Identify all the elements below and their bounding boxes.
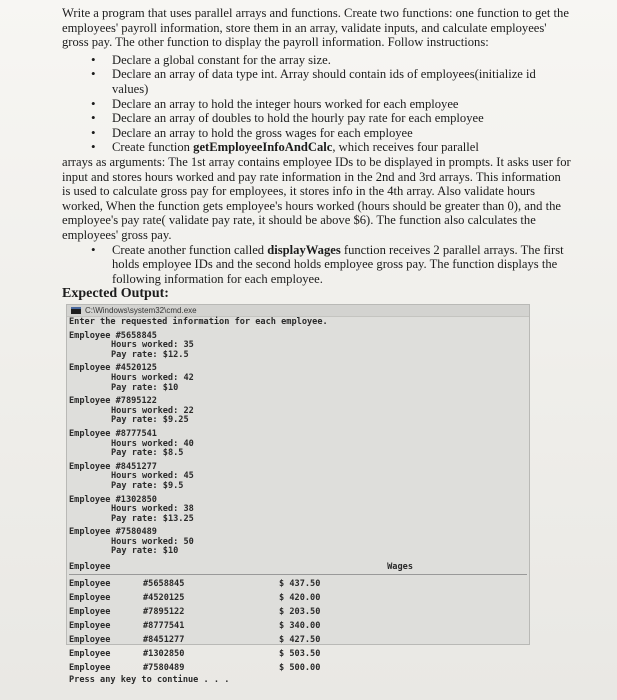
entry-hours-label: Hours worked: <box>111 405 179 416</box>
entry-rate-line <box>69 384 527 394</box>
entry-rate-label: Pay rate: <box>111 349 158 360</box>
entry-hours-label: Hours worked: <box>111 504 179 515</box>
entry-rate-label: Pay rate: <box>111 480 158 491</box>
row-wage-value: $ 503.50 <box>279 649 321 660</box>
bullet-display-suffix: function receives 2 parallel arrays. The first holds employee IDs and the second holds employee gross pay. The function displays the following information for each employee. <box>112 242 564 286</box>
wages-table-row <box>69 662 527 676</box>
entry-rate-line <box>69 515 527 525</box>
row-employee-id: #5658845 <box>143 579 185 590</box>
entry-employee-id: #4520125 <box>115 363 157 374</box>
entry-employee-id: #5658845 <box>115 330 157 341</box>
entry-rate-value: $9.5 <box>162 480 184 491</box>
calc-paragraph: arrays as arguments: The 1st array contains employee IDs to be displayed in prompts. It asks user for input and stores hours worked and pay rate information in the 2nd and 3rd arrays. This information is used to calculate gross pay for employees, it stores info in the 4th array. Also validate hours worked, When the function gets employee's hours worked (hours should be greater than 0), and the employee's pay rate( validate pay rate, it should be above $6). The function also calculates the employees' gross pay. <box>62 154 571 242</box>
entry-hours-value: 45 <box>183 471 194 482</box>
console-continue-line: Press any key to continue . . . <box>69 675 230 686</box>
row-wage-value: $ 437.50 <box>279 579 321 590</box>
bullet-item: • Declare an array of doubles to hold the hourly pay rate for each employee <box>62 111 572 126</box>
entry-rate-line <box>69 449 527 459</box>
entry-employee-id: #7895122 <box>115 396 157 407</box>
row-employee-label: Employee <box>69 579 111 590</box>
entry-rate-label: Pay rate: <box>111 382 158 393</box>
row-employee-label: Employee <box>69 635 111 646</box>
entry-hours-value: 42 <box>183 372 194 383</box>
console-body <box>67 317 529 687</box>
wages-table-header <box>69 561 527 575</box>
expected-output-heading: Expected Output: <box>62 286 169 302</box>
entry-employee-label: Employee <box>69 461 111 472</box>
console-window <box>66 304 530 686</box>
row-employee-id: #8777541 <box>143 621 185 632</box>
entry-rate-line <box>69 351 527 361</box>
row-wage-value: $ 427.50 <box>279 635 321 646</box>
entry-hours-label: Hours worked: <box>111 340 179 351</box>
wages-table-row <box>69 606 527 620</box>
wages-table-row <box>69 592 527 606</box>
display-function-name: displayWages <box>267 242 341 257</box>
console-employee-entry <box>69 430 527 459</box>
row-employee-id: #4520125 <box>143 593 185 604</box>
entry-rate-value: $8.5 <box>162 448 184 459</box>
entry-rate-label: Pay rate: <box>111 546 158 557</box>
entry-employee-label: Employee <box>69 494 111 505</box>
wages-table-row <box>69 620 527 634</box>
row-wage-value: $ 203.50 <box>279 607 321 618</box>
intro-paragraph: Write a program that uses parallel arrays and functions. Create two functions: one function to get the employees' payroll information, store them in an array, validate inputs, and calculate employees' gross pay. The other function to display the payroll information. Follow instructions: <box>62 6 569 50</box>
console-title: C:\Windows\system32\cmd.exe <box>85 306 197 315</box>
bullet-calc-suffix: , which receives four parallel <box>332 140 479 155</box>
entry-rate-value: $10 <box>162 382 179 393</box>
entry-hours-value: 22 <box>183 405 194 416</box>
header-wages: Wages <box>387 561 413 572</box>
console-entries <box>69 332 527 557</box>
console-titlebar <box>67 305 529 317</box>
entry-hours-value: 40 <box>183 438 194 449</box>
entry-hours-label: Hours worked: <box>111 438 179 449</box>
row-employee-label: Employee <box>69 607 111 618</box>
calc-function-name: getEmployeeInfoAndCalc <box>193 140 333 155</box>
entry-employee-label: Employee <box>69 428 111 439</box>
entry-employee-label: Employee <box>69 527 111 538</box>
entry-rate-line <box>69 547 527 557</box>
entry-rate-value: $9.25 <box>162 415 189 426</box>
entry-rate-label: Pay rate: <box>111 513 158 524</box>
entry-employee-id: #8451277 <box>115 461 157 472</box>
bullet-item-calc-function <box>62 140 572 155</box>
wages-table-row <box>69 578 527 592</box>
row-wage-value: $ 420.00 <box>279 593 321 604</box>
display-requirement-list <box>62 243 572 287</box>
wages-table <box>69 561 527 676</box>
entry-hours-label: Hours worked: <box>111 471 179 482</box>
bullet-item: • Declare a global constant for the array size. <box>62 53 572 68</box>
entry-employee-id: #7580489 <box>115 527 157 538</box>
entry-employee-label: Employee <box>69 363 111 374</box>
entry-rate-value: $12.5 <box>162 349 189 360</box>
row-employee-label: Employee <box>69 649 111 660</box>
row-employee-id: #1302850 <box>143 649 185 660</box>
bullet-item: • Declare an array to hold the integer hours worked for each employee <box>62 97 572 112</box>
wages-rows <box>69 578 527 676</box>
console-employee-entry <box>69 528 527 557</box>
entry-rate-value: $13.25 <box>162 513 194 524</box>
wages-table-row <box>69 648 527 662</box>
entry-rate-line <box>69 416 527 426</box>
bullet-display-prefix: Create another function called <box>112 242 268 257</box>
console-employee-entry <box>69 364 527 393</box>
row-employee-label: Employee <box>69 663 111 674</box>
entry-hours-value: 38 <box>183 504 194 515</box>
bullet-item-display-function <box>62 243 572 287</box>
entry-hours-label: Hours worked: <box>111 372 179 383</box>
entry-rate-value: $10 <box>162 546 179 557</box>
row-employee-id: #8451277 <box>143 635 185 646</box>
entry-hours-value: 35 <box>183 340 194 351</box>
bullet-calc-prefix: Create function <box>112 140 194 155</box>
entry-employee-label: Employee <box>69 396 111 407</box>
cmd-icon <box>71 307 81 314</box>
entry-rate-label: Pay rate: <box>111 415 158 426</box>
entry-employee-id: #8777541 <box>115 428 157 439</box>
console-employee-entry <box>69 332 527 361</box>
entry-hours-value: 50 <box>183 536 194 547</box>
row-employee-id: #7895122 <box>143 607 185 618</box>
bullet-item: • Declare an array to hold the gross wages for each employee <box>62 126 572 141</box>
requirements-list <box>62 53 572 155</box>
entry-hours-label: Hours worked: <box>111 536 179 547</box>
row-wage-value: $ 500.00 <box>279 663 321 674</box>
row-employee-label: Employee <box>69 593 111 604</box>
bullet-item: • Declare an array of data type int. Array should contain ids of employees(initialize id values) <box>62 67 572 96</box>
row-wage-value: $ 340.00 <box>279 621 321 632</box>
assignment-document <box>62 6 572 302</box>
wages-table-row <box>69 634 527 648</box>
entry-employee-label: Employee <box>69 330 111 341</box>
console-employee-entry <box>69 397 527 426</box>
header-employee: Employee <box>69 561 111 572</box>
console-employee-entry <box>69 496 527 525</box>
row-employee-id: #7580489 <box>143 663 185 674</box>
entry-rate-label: Pay rate: <box>111 448 158 459</box>
console-prompt-line: Enter the requested information for each employee. <box>69 317 328 327</box>
entry-rate-line <box>69 482 527 492</box>
console-employee-entry <box>69 463 527 492</box>
entry-employee-id: #1302850 <box>115 494 157 505</box>
row-employee-label: Employee <box>69 621 111 632</box>
